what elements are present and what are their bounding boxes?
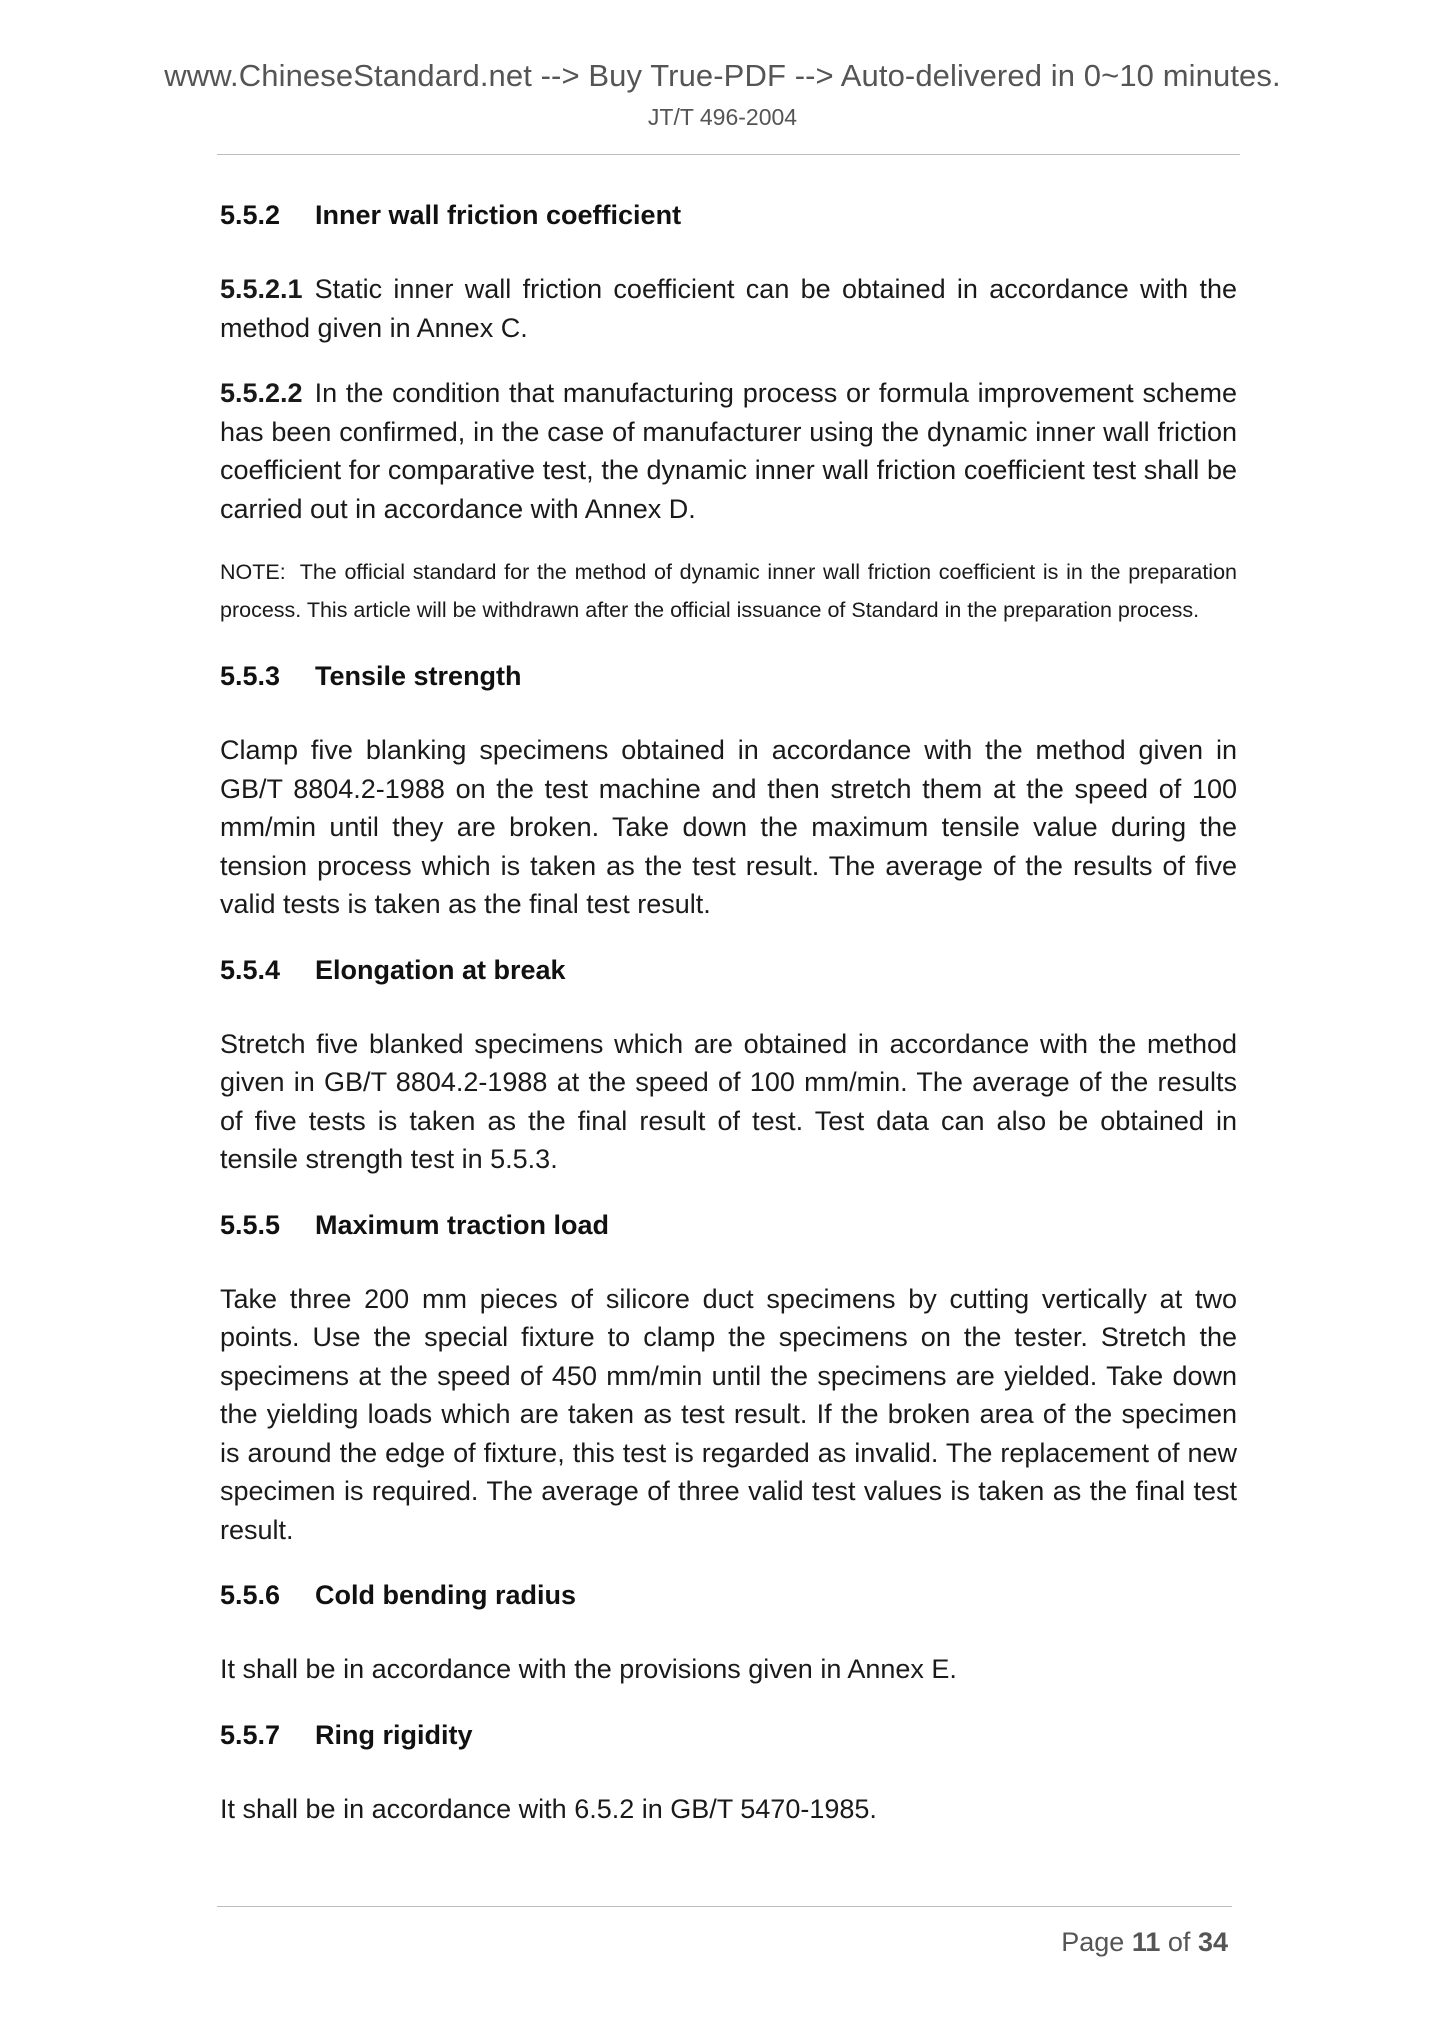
section-heading-5-5-7	[220, 1716, 1237, 1754]
section-number: 5.5.5	[220, 1209, 281, 1240]
section-heading-5-5-2	[220, 196, 1237, 234]
section-number: 5.5.4	[220, 954, 281, 985]
header-divider	[217, 154, 1240, 155]
section-heading-5-5-3	[220, 657, 1237, 695]
section-title: Maximum traction load	[315, 1209, 610, 1240]
section-title: Ring rigidity	[315, 1719, 473, 1750]
section-heading-5-5-4	[220, 951, 1237, 989]
section-number: 5.5.7	[220, 1719, 281, 1750]
page-total: 34	[1197, 1927, 1228, 1957]
subclause-number: 5.5.2.2	[220, 378, 303, 408]
section-title: Elongation at break	[315, 954, 566, 985]
paragraph-5-5-2-1	[220, 270, 1237, 347]
note-text: The official standard for the method of dynamic inner wall friction coefficient is in the preparation process. This article will be withdrawn after the official issuance of Standard in the preparation process.	[220, 560, 1237, 622]
page-content	[220, 196, 1237, 1855]
section-number: 5.5.3	[220, 661, 281, 691]
standard-code: JT/T 496-2004	[647, 104, 798, 130]
note-block	[220, 553, 1237, 629]
paragraph-5-5-2-2	[220, 374, 1237, 528]
section-heading-5-5-5	[220, 1206, 1237, 1244]
paragraph-5-5-3: Clamp five blanking specimens obtained in accordance with the method given in GB/T 8804.2-1988 on the test machine and then stretch them at the speed of 100 mm/min until they are broken. Take down the maximum tensile value during the tension process which is taken as the test result. The average of the results of five valid tests is taken as the final test result.	[220, 735, 1237, 919]
paragraph-5-5-4: Stretch five blanked specimens which are obtained in accordance with the method given in GB/T 8804.2-1988 at the speed of 100 mm/min. The average of the results of five tests is taken as the final result of test. Test data can also be obtained in tensile strength test in 5.5.3.	[220, 1028, 1237, 1174]
page-word: Page	[1061, 1927, 1125, 1957]
page-current: 11	[1131, 1927, 1161, 1957]
section-number: 5.5.2	[220, 200, 281, 230]
of-word: of	[1167, 1927, 1191, 1957]
site-banner: www.ChineseStandard.net --> Buy True-PDF --> Auto-delivered in 0~10 minutes.	[164, 58, 1281, 93]
section-title: Inner wall friction coefficient	[315, 200, 682, 230]
subclause-number: 5.5.2.1	[220, 274, 303, 304]
paragraph-5-5-7: It shall be in accordance with 6.5.2 in GB/T 5470-1985.	[220, 1793, 877, 1824]
paragraph-5-5-6: It shall be in accordance with the provisions given in Annex E.	[220, 1654, 957, 1684]
section-number: 5.5.6	[220, 1580, 281, 1610]
paragraph-text: Static inner wall friction coefficient can be obtained in accordance with the method given in Annex C.	[220, 274, 1237, 343]
paragraph-5-5-5: Take three 200 mm pieces of silicore duct specimens by cutting vertically at two points. Use the special fixture to clamp the specimens on the tester. Stretch the specimens at the speed of 450 mm/min until the specimens are yielded. Take down the yielding loads which are taken as test result. If the broken area of the specimen is around the edge of fixture, this test is regarded as invalid. The replacement of new specimen is required. The average of three valid test values is taken as the final test result.	[220, 1283, 1237, 1545]
section-title: Cold bending radius	[315, 1580, 576, 1610]
note-label: NOTE:	[220, 560, 286, 584]
page-number	[1061, 1927, 1228, 1958]
paragraph-text: In the condition that manufacturing process or formula improvement scheme has been confirmed, in the case of manufacturer using the dynamic inner wall friction coefficient for comparative test, the dynamic inner wall friction coefficient test shall be carried out in accordance with Annex D.	[220, 378, 1237, 524]
footer-divider	[217, 1906, 1232, 1907]
section-heading-5-5-6	[220, 1576, 1237, 1614]
section-title: Tensile strength	[315, 661, 522, 691]
